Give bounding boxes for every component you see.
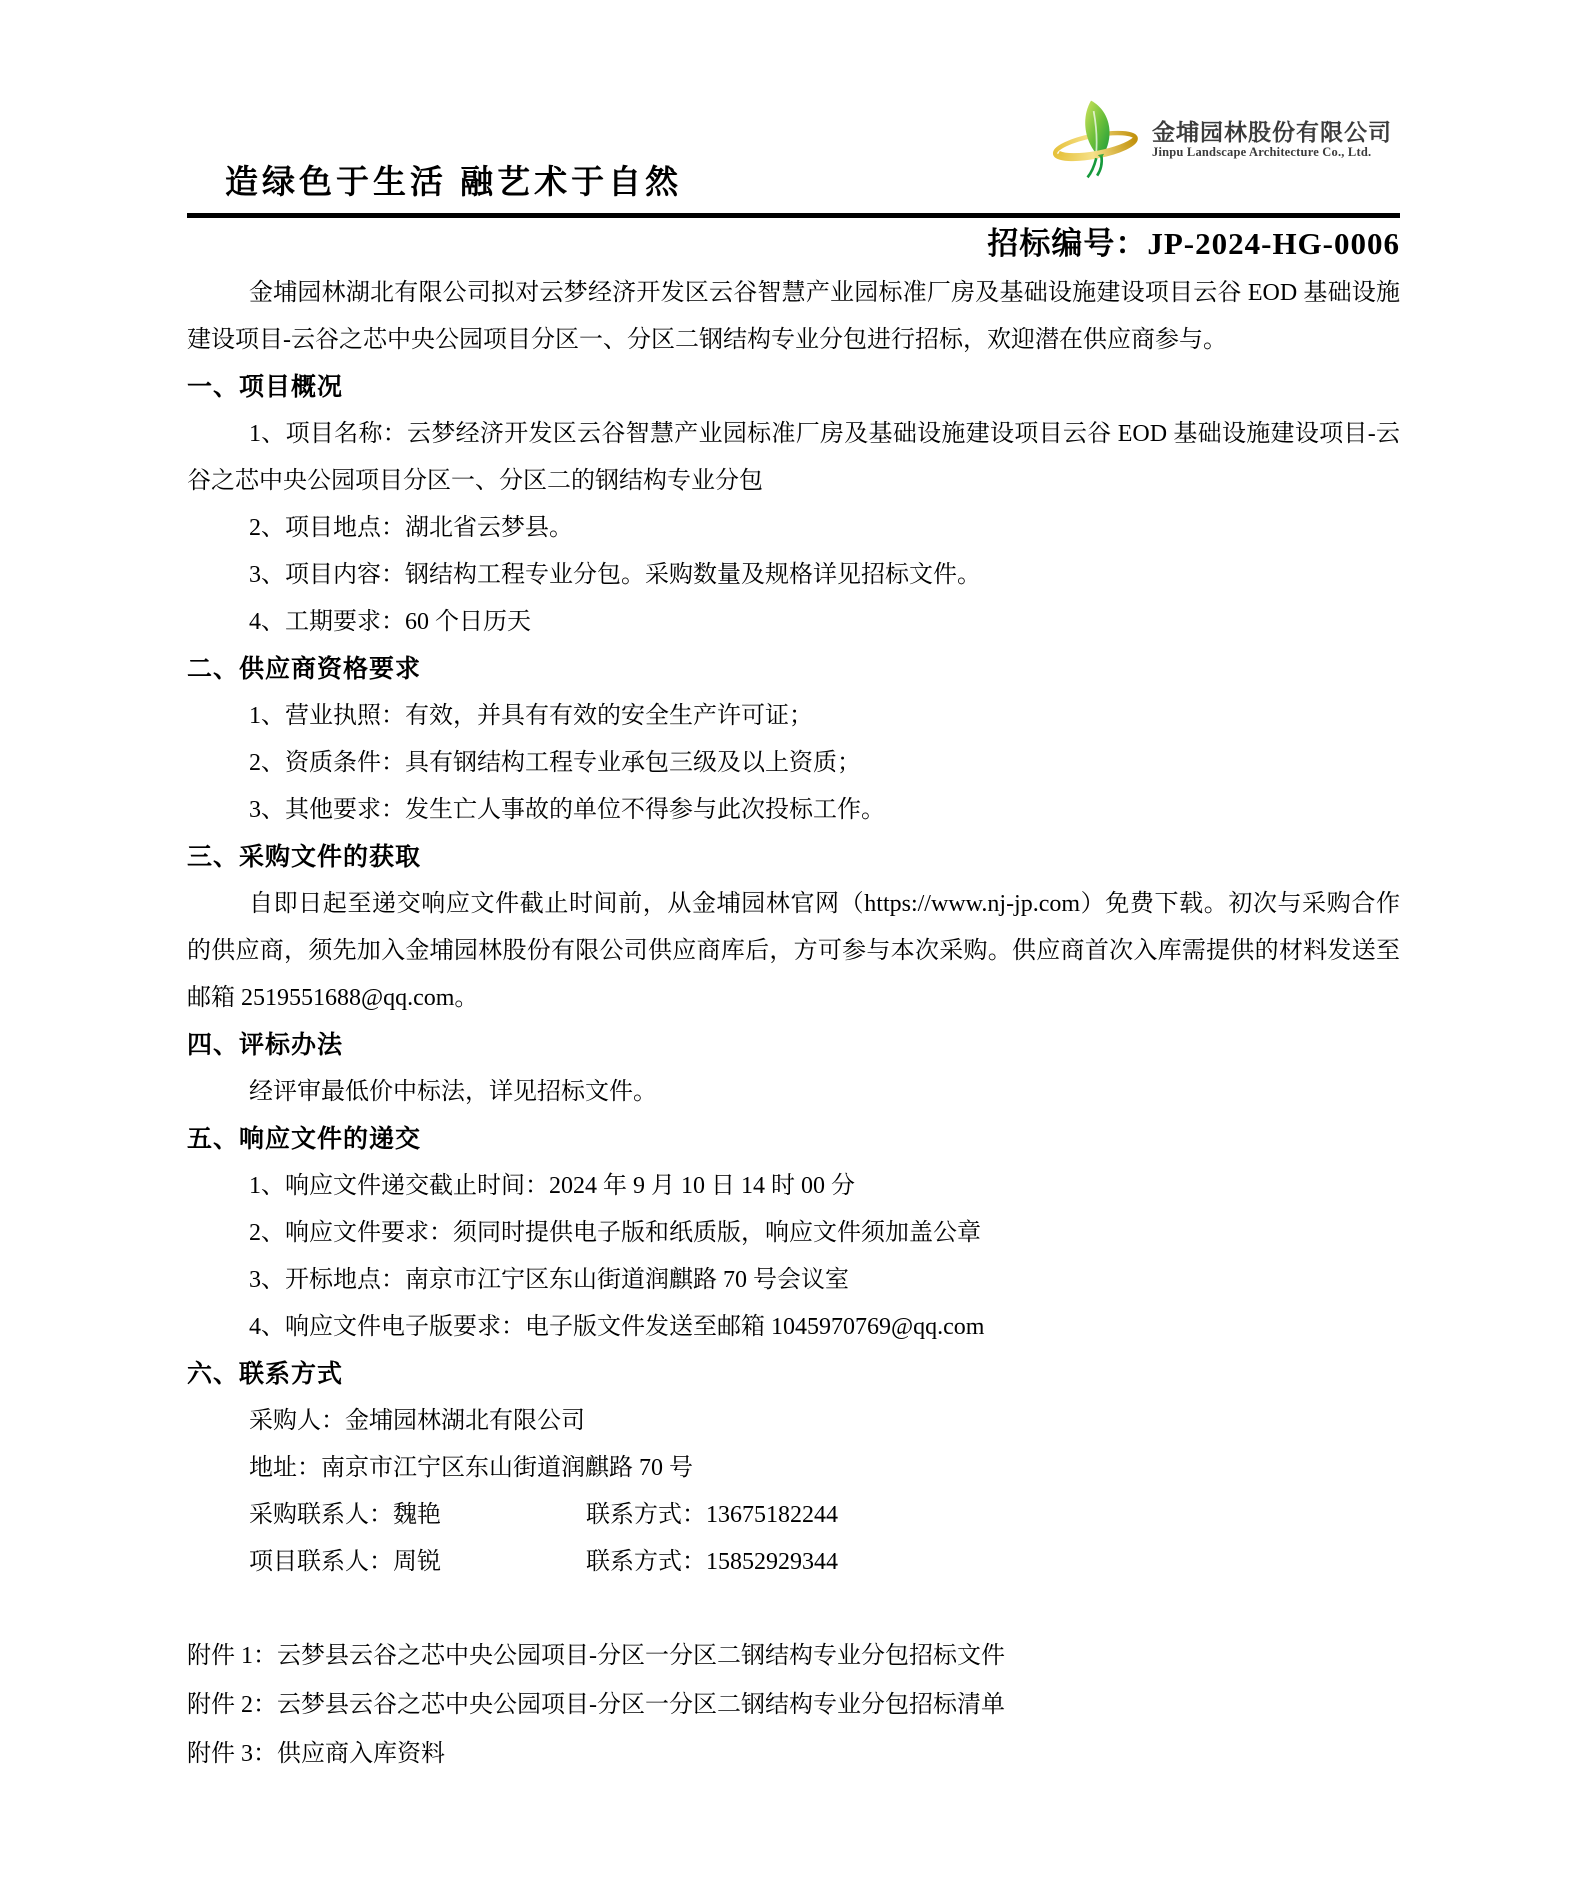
company-slogan: 造绿色于生活 融艺术于自然 [225,163,683,200]
section-project-overview [187,364,1400,646]
list-item: 1、营业执照：有效，并具有有效的安全生产许可证； [249,703,813,729]
section-supplier-qualifications [187,646,1400,834]
list-item: 4、工期要求：60 个日历天 [249,609,531,635]
intro-paragraph: 金埔园林湖北有限公司拟对云梦经济开发区云谷智慧产业园标准厂房及基础设施建设项目云谷 EOD 基础设施建设项目-云谷之芯中央公园项目分区一、分区二钢结构专业分包进行招标，欢迎潜在供应商参与。 [187,280,1400,353]
tender-number: 招标编号：JP-2024-HG-0006 [987,226,1400,261]
page-header [187,0,1400,213]
section-contact-info [187,1351,1400,1586]
section-paragraph: 经评审最低价中标法，详见招标文件。 [249,1079,657,1105]
attachment-item: 附件 1：云梦县云谷之芯中央公园项目-分区一分区二钢结构专业分包招标文件 [187,1643,1005,1669]
attachment-item: 附件 3：供应商入库资料 [187,1741,445,1767]
logo-company-name-en: Jinpu Landscape Architecture Co., Ltd. [1152,144,1372,159]
section-title: 三、采购文件的获取 [187,843,422,871]
address-line: 地址：南京市江宁区东山街道润麒路 70 号 [249,1455,693,1481]
purchase-contact-phone: 联系方式：13675182244 [586,1502,838,1528]
section-title: 四、评标办法 [187,1031,344,1059]
section-paragraph: 自即日起至递交响应文件截止时间前，从金埔园林官网（https://www.nj-jp.com）免费下载。初次与采购合作的供应商，须先加入金埔园林股份有限公司供应商库后，方可参与本次采购。供应商首次入库需提供的材料发送至邮箱 2519551688@qq.com。 [187,891,1400,1011]
project-contact-name: 项目联系人：周锐 [249,1549,441,1575]
list-item: 2、响应文件要求：须同时提供电子版和纸质版，响应文件须加盖公章 [249,1220,981,1246]
list-item: 3、开标地点：南京市江宁区东山街道润麒路 70 号会议室 [249,1267,849,1293]
section-title: 一、项目概况 [187,373,344,401]
project-contact-row [187,1539,1400,1586]
project-contact-phone: 联系方式：15852929344 [586,1549,838,1575]
attachments-list [187,1632,1400,1779]
section-evaluation-method [187,1022,1400,1116]
list-item: 4、响应文件电子版要求：电子版文件发送至邮箱 1045970769@qq.com [249,1314,985,1340]
section-document-acquisition [187,834,1400,1022]
jinpu-leaf-logo-icon [1050,98,1152,180]
attachment-item: 附件 2：云梦县云谷之芯中央公园项目-分区一分区二钢结构专业分包招标清单 [187,1692,1005,1718]
section-title: 六、联系方式 [187,1360,344,1388]
company-logo [1050,98,1392,180]
list-item: 2、资质条件：具有钢结构工程专业承包三级及以上资质； [249,750,861,776]
list-item: 1、响应文件递交截止时间：2024 年 9 月 10 日 14 时 00 分 [249,1173,855,1199]
logo-text [1152,119,1392,160]
purchase-contact-name: 采购联系人：魏艳 [249,1502,441,1528]
list-item: 2、项目地点：湖北省云梦县。 [249,515,573,541]
section-title: 二、供应商资格要求 [187,655,422,683]
logo-company-name-cn: 金埔园林股份有限公司 [1152,118,1392,145]
section-title: 五、响应文件的递交 [187,1125,422,1153]
purchaser-line: 采购人：金埔园林湖北有限公司 [249,1408,585,1434]
section-response-submission [187,1116,1400,1351]
list-item: 3、其他要求：发生亡人事故的单位不得参与此次投标工作。 [249,797,885,823]
list-item: 1、项目名称：云梦经济开发区云谷智慧产业园标准厂房及基础设施建设项目云谷 EOD 基础设施建设项目-云谷之芯中央公园项目分区一、分区二的钢结构专业分包 [187,421,1400,494]
purchase-contact-row [187,1492,1400,1539]
list-item: 3、项目内容：钢结构工程专业分包。采购数量及规格详见招标文件。 [249,562,981,588]
